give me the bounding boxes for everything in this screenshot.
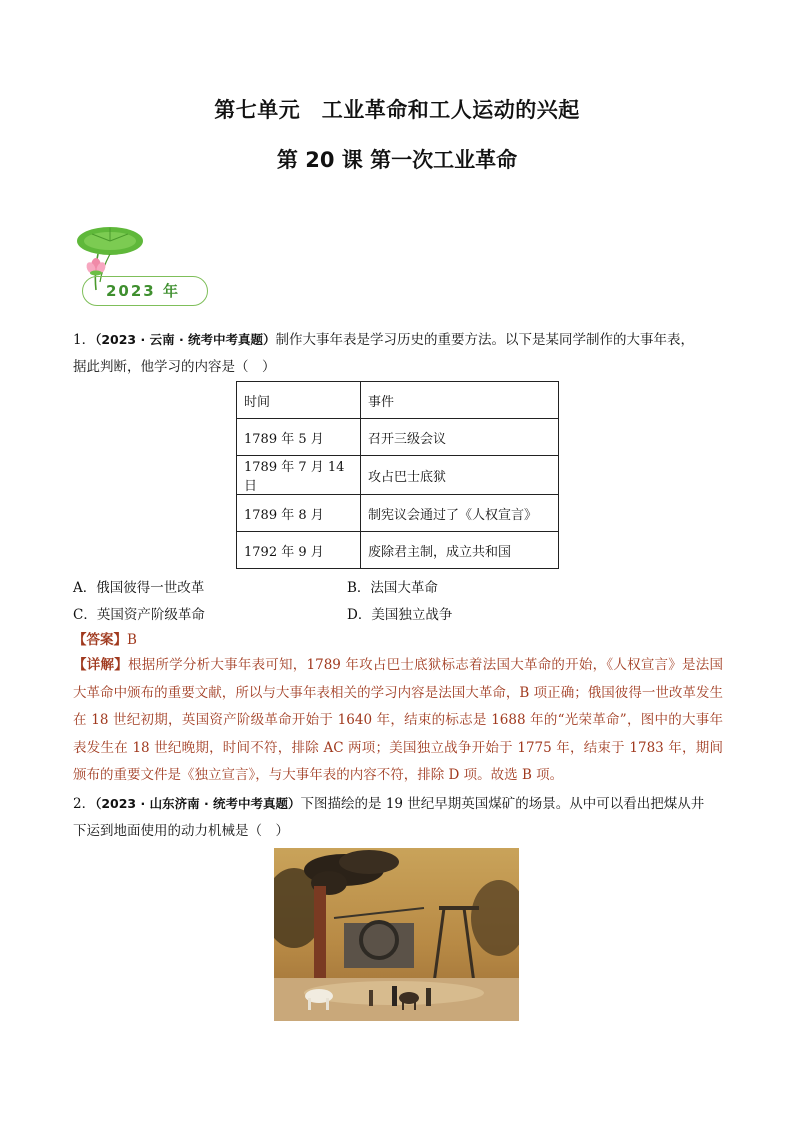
table-header-row [237,382,559,419]
option-d: D．美国独立战争 [347,607,453,623]
answer-value: B [127,632,137,648]
question-1-detail [73,652,723,790]
table-row [237,532,559,569]
lesson-title: 第 20 课 第一次工业革命 [276,148,518,172]
table-cell-time: 1789 年 7 月 14 日 [237,456,361,495]
lotus-flower-icon [85,258,107,276]
table-cell-time: 1789 年 5 月 [237,419,361,456]
unit-title: 第七单元 工业革命和工人运动的兴起 [214,98,580,122]
question-2-stem-line2: 下运到地面使用的动力机械是（ ） [73,823,289,839]
option-a: A．俄国彼得一世改革 [73,580,205,596]
question-2-number: 2． [73,796,96,812]
question-2-stem [73,790,723,845]
table-header-time: 时间 [237,382,361,419]
timeline-table [236,381,559,569]
table-row [237,456,559,495]
coal-mine-painting [274,848,519,1021]
question-1-stem-line1: 制作大事年表是学习历史的重要方法。以下是某同学制作的大事年表， [275,332,695,348]
table-header-event: 事件 [361,382,559,419]
answer-tag: 【答案】 [73,632,127,648]
year-badge-label: 2023 年 [106,282,180,300]
table-row [237,495,559,532]
table-cell-event: 攻占巴士底狱 [361,456,559,495]
question-1-number: 1． [73,332,96,348]
question-1-source: （2023 · 云南 · 统考中考真题） [95,332,276,347]
table-row [237,419,559,456]
question-2-stem-line1: 下图描绘的是 19 世纪早期英国煤矿的场景。从中可以看出把煤从井 [300,796,705,812]
table-cell-event: 制宪议会通过了《人权宣言》 [361,495,559,532]
year-badge [72,224,212,308]
option-c: C．英国资产阶级革命 [73,607,205,623]
question-1-answer [73,628,137,648]
table-cell-event: 废除君主制，成立共和国 [361,532,559,569]
detail-tag: 【详解】 [73,657,128,673]
option-b: B．法国大革命 [347,580,438,596]
question-1-stem-line2: 据此判断，他学习的内容是（ ） [73,359,276,375]
table-cell-event: 召开三级会议 [361,419,559,456]
table-cell-time: 1789 年 8 月 [237,495,361,532]
question-1-stem [73,326,723,381]
question-2-source: （2023 · 山东济南 · 统考中考真题） [95,796,301,811]
table-cell-time: 1792 年 9 月 [237,532,361,569]
detail-text: 根据所学分析大事年表可知，1789 年攻占巴士底狱标志着法国大革命的开始，《人权宣言》是法国大革命中颁布的重要文献，所以与大事年表相关的学习内容是法国大革命，B 项正确；俄国彼得一世改革发生在 18 世纪初期，英国资产阶级革命开始于 1640 年，结束的标志是 1688 年的“光荣革命”，图中的大事年表发生在 18 世纪晚期，时间不符，排除 AC 两项；美国独立战争开始于 1775 年，结束于 1783 年，期间颁布的重要文件是《独立宣言》，与大事年表的内容不符，排除 D 项。故选 B 项。 [73,657,724,783]
